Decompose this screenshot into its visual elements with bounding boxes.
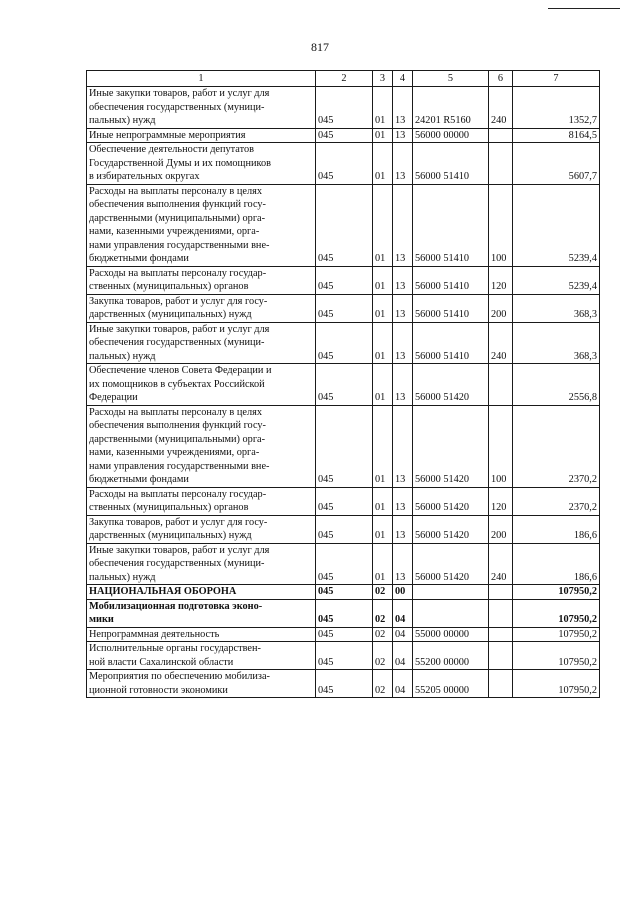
row-name-cell: Расходы на выплаты персоналу государ- ственных (муниципальных) органов — [87, 487, 316, 515]
section-cell: 01 — [373, 405, 393, 487]
admin-code-cell: 045 — [316, 294, 373, 322]
table-row — [87, 405, 600, 487]
amount-cell: 5607,7 — [513, 143, 600, 185]
target-item-cell: 56000 51420 — [413, 364, 489, 406]
amount-cell: 368,3 — [513, 322, 600, 364]
table-row — [87, 322, 600, 364]
target-item-cell: 56000 51410 — [413, 143, 489, 185]
target-item-cell: 56000 51410 — [413, 294, 489, 322]
subsection-cell: 00 — [393, 585, 413, 600]
section-cell: 02 — [373, 599, 393, 627]
expense-type-cell: 200 — [489, 515, 513, 543]
column-header: 7 — [513, 71, 600, 87]
column-header: 5 — [413, 71, 489, 87]
subsection-cell: 13 — [393, 487, 413, 515]
section-cell: 01 — [373, 87, 393, 129]
row-name-cell: Иные закупки товаров, работ и услуг для обеспечения государственных (муници- пальных) нужд — [87, 87, 316, 129]
column-header: 1 — [87, 71, 316, 87]
subsection-cell: 13 — [393, 128, 413, 143]
table-row — [87, 294, 600, 322]
admin-code-cell: 045 — [316, 143, 373, 185]
expense-type-cell: 200 — [489, 294, 513, 322]
row-name-cell: Закупка товаров, работ и услуг для госу- дарственных (муниципальных) нужд — [87, 515, 316, 543]
admin-code-cell: 045 — [316, 266, 373, 294]
subsection-cell: 13 — [393, 515, 413, 543]
section-cell: 01 — [373, 128, 393, 143]
subsection-cell: 13 — [393, 294, 413, 322]
column-header: 3 — [373, 71, 393, 87]
target-item-cell — [413, 585, 489, 600]
admin-code-cell: 045 — [316, 87, 373, 129]
admin-code-cell: 045 — [316, 670, 373, 698]
row-name-cell: Мероприятия по обеспечению мобилиза- ционной готовности экономики — [87, 670, 316, 698]
row-name-cell: Иные закупки товаров, работ и услуг для обеспечения государственных (муници- пальных) нужд — [87, 322, 316, 364]
table-row — [87, 670, 600, 698]
table-row — [87, 184, 600, 266]
expense-type-cell: 240 — [489, 87, 513, 129]
subsection-cell: 04 — [393, 642, 413, 670]
section-cell: 01 — [373, 322, 393, 364]
expense-type-cell — [489, 364, 513, 406]
expense-type-cell — [489, 670, 513, 698]
target-item-cell: 56000 51410 — [413, 322, 489, 364]
target-item-cell: 56000 51420 — [413, 543, 489, 585]
expense-type-cell — [489, 599, 513, 627]
expense-type-cell: 240 — [489, 543, 513, 585]
section-cell: 02 — [373, 642, 393, 670]
expense-type-cell: 120 — [489, 487, 513, 515]
subsection-cell: 13 — [393, 543, 413, 585]
table-row — [87, 599, 600, 627]
admin-code-cell: 045 — [316, 515, 373, 543]
amount-cell: 107950,2 — [513, 585, 600, 600]
expense-type-cell — [489, 143, 513, 185]
admin-code-cell: 045 — [316, 128, 373, 143]
table-row — [87, 266, 600, 294]
target-item-cell: 56000 51420 — [413, 487, 489, 515]
column-header: 4 — [393, 71, 413, 87]
column-header: 6 — [489, 71, 513, 87]
amount-cell: 5239,4 — [513, 184, 600, 266]
admin-code-cell: 045 — [316, 405, 373, 487]
expense-type-cell — [489, 128, 513, 143]
expense-type-cell — [489, 627, 513, 642]
target-item-cell: 55000 00000 — [413, 627, 489, 642]
row-name-cell: Исполнительные органы государствен- ной власти Сахалинской области — [87, 642, 316, 670]
target-item-cell: 56000 51420 — [413, 405, 489, 487]
section-cell: 01 — [373, 294, 393, 322]
target-item-cell: 56000 51420 — [413, 515, 489, 543]
table-row — [87, 543, 600, 585]
row-name-cell: Расходы на выплаты персоналу государ- ственных (муниципальных) органов — [87, 266, 316, 294]
amount-cell: 107950,2 — [513, 627, 600, 642]
amount-cell: 2370,2 — [513, 487, 600, 515]
subsection-cell: 13 — [393, 266, 413, 294]
table-row — [87, 487, 600, 515]
table-row — [87, 642, 600, 670]
subsection-cell: 13 — [393, 405, 413, 487]
section-cell: 01 — [373, 143, 393, 185]
subsection-cell: 04 — [393, 599, 413, 627]
row-name-cell: Иные непрограммные мероприятия — [87, 128, 316, 143]
expense-type-cell: 100 — [489, 405, 513, 487]
table-row — [87, 364, 600, 406]
subsection-cell: 13 — [393, 143, 413, 185]
section-cell: 01 — [373, 515, 393, 543]
row-name-cell: Иные закупки товаров, работ и услуг для обеспечения государственных (муници- пальных) нужд — [87, 543, 316, 585]
admin-code-cell: 045 — [316, 627, 373, 642]
table-header-row — [87, 71, 600, 87]
table-row — [87, 627, 600, 642]
admin-code-cell: 045 — [316, 184, 373, 266]
section-cell: 01 — [373, 266, 393, 294]
expense-type-cell: 100 — [489, 184, 513, 266]
section-cell: 01 — [373, 184, 393, 266]
subsection-cell: 04 — [393, 627, 413, 642]
amount-cell: 186,6 — [513, 515, 600, 543]
admin-code-cell: 045 — [316, 487, 373, 515]
subsection-cell: 13 — [393, 184, 413, 266]
admin-code-cell: 045 — [316, 322, 373, 364]
table-row — [87, 128, 600, 143]
amount-cell: 107950,2 — [513, 642, 600, 670]
subsection-cell: 13 — [393, 364, 413, 406]
expense-type-cell: 120 — [489, 266, 513, 294]
admin-code-cell: 045 — [316, 642, 373, 670]
row-name-cell: Обеспечение деятельности депутатов Государственной Думы и их помощников в избирательных округах — [87, 143, 316, 185]
subsection-cell: 04 — [393, 670, 413, 698]
table-row — [87, 143, 600, 185]
row-name-cell: НАЦИОНАЛЬНАЯ ОБОРОНА — [87, 585, 316, 600]
table-row — [87, 585, 600, 600]
admin-code-cell: 045 — [316, 585, 373, 600]
target-item-cell: 55205 00000 — [413, 670, 489, 698]
row-name-cell: Мобилизационная подготовка эконо- мики — [87, 599, 316, 627]
amount-cell: 2556,8 — [513, 364, 600, 406]
section-cell: 01 — [373, 487, 393, 515]
target-item-cell: 55200 00000 — [413, 642, 489, 670]
admin-code-cell: 045 — [316, 543, 373, 585]
amount-cell: 5239,4 — [513, 266, 600, 294]
section-cell: 01 — [373, 364, 393, 406]
section-cell: 01 — [373, 543, 393, 585]
row-name-cell: Непрограммная деятельность — [87, 627, 316, 642]
amount-cell: 368,3 — [513, 294, 600, 322]
page-number: 817 — [311, 40, 329, 54]
amount-cell: 1352,7 — [513, 87, 600, 129]
subsection-cell: 13 — [393, 322, 413, 364]
section-cell: 02 — [373, 585, 393, 600]
table-row — [87, 515, 600, 543]
target-item-cell: 24201 R5160 — [413, 87, 489, 129]
expense-type-cell — [489, 642, 513, 670]
expense-type-cell: 240 — [489, 322, 513, 364]
corner-rule — [548, 8, 620, 9]
amount-cell: 2370,2 — [513, 405, 600, 487]
row-name-cell: Закупка товаров, работ и услуг для госу- дарственных (муниципальных) нужд — [87, 294, 316, 322]
section-cell: 02 — [373, 627, 393, 642]
row-name-cell: Расходы на выплаты персоналу в целях обеспечения выполнения функций госу- дарственными (муниципальными) орга- нами, казенными учреждениями, орга- нами управления государственными вне- бюджетными фондами — [87, 405, 316, 487]
target-item-cell — [413, 599, 489, 627]
target-item-cell: 56000 00000 — [413, 128, 489, 143]
amount-cell: 107950,2 — [513, 670, 600, 698]
column-header: 2 — [316, 71, 373, 87]
target-item-cell: 56000 51410 — [413, 266, 489, 294]
section-cell: 02 — [373, 670, 393, 698]
row-name-cell: Обеспечение членов Совета Федерации и их помощников в субъектах Российской Федерации — [87, 364, 316, 406]
admin-code-cell: 045 — [316, 364, 373, 406]
target-item-cell: 56000 51410 — [413, 184, 489, 266]
table-row — [87, 87, 600, 129]
amount-cell: 107950,2 — [513, 599, 600, 627]
subsection-cell: 13 — [393, 87, 413, 129]
amount-cell: 8164,5 — [513, 128, 600, 143]
expense-type-cell — [489, 585, 513, 600]
table-body — [87, 87, 600, 698]
amount-cell: 186,6 — [513, 543, 600, 585]
admin-code-cell: 045 — [316, 599, 373, 627]
row-name-cell: Расходы на выплаты персоналу в целях обеспечения выполнения функций госу- дарственными (муниципальными) орга- нами, казенными учреждениями, орга- нами управления государственными вне- бюджетными фондами — [87, 184, 316, 266]
budget-table — [86, 70, 600, 698]
